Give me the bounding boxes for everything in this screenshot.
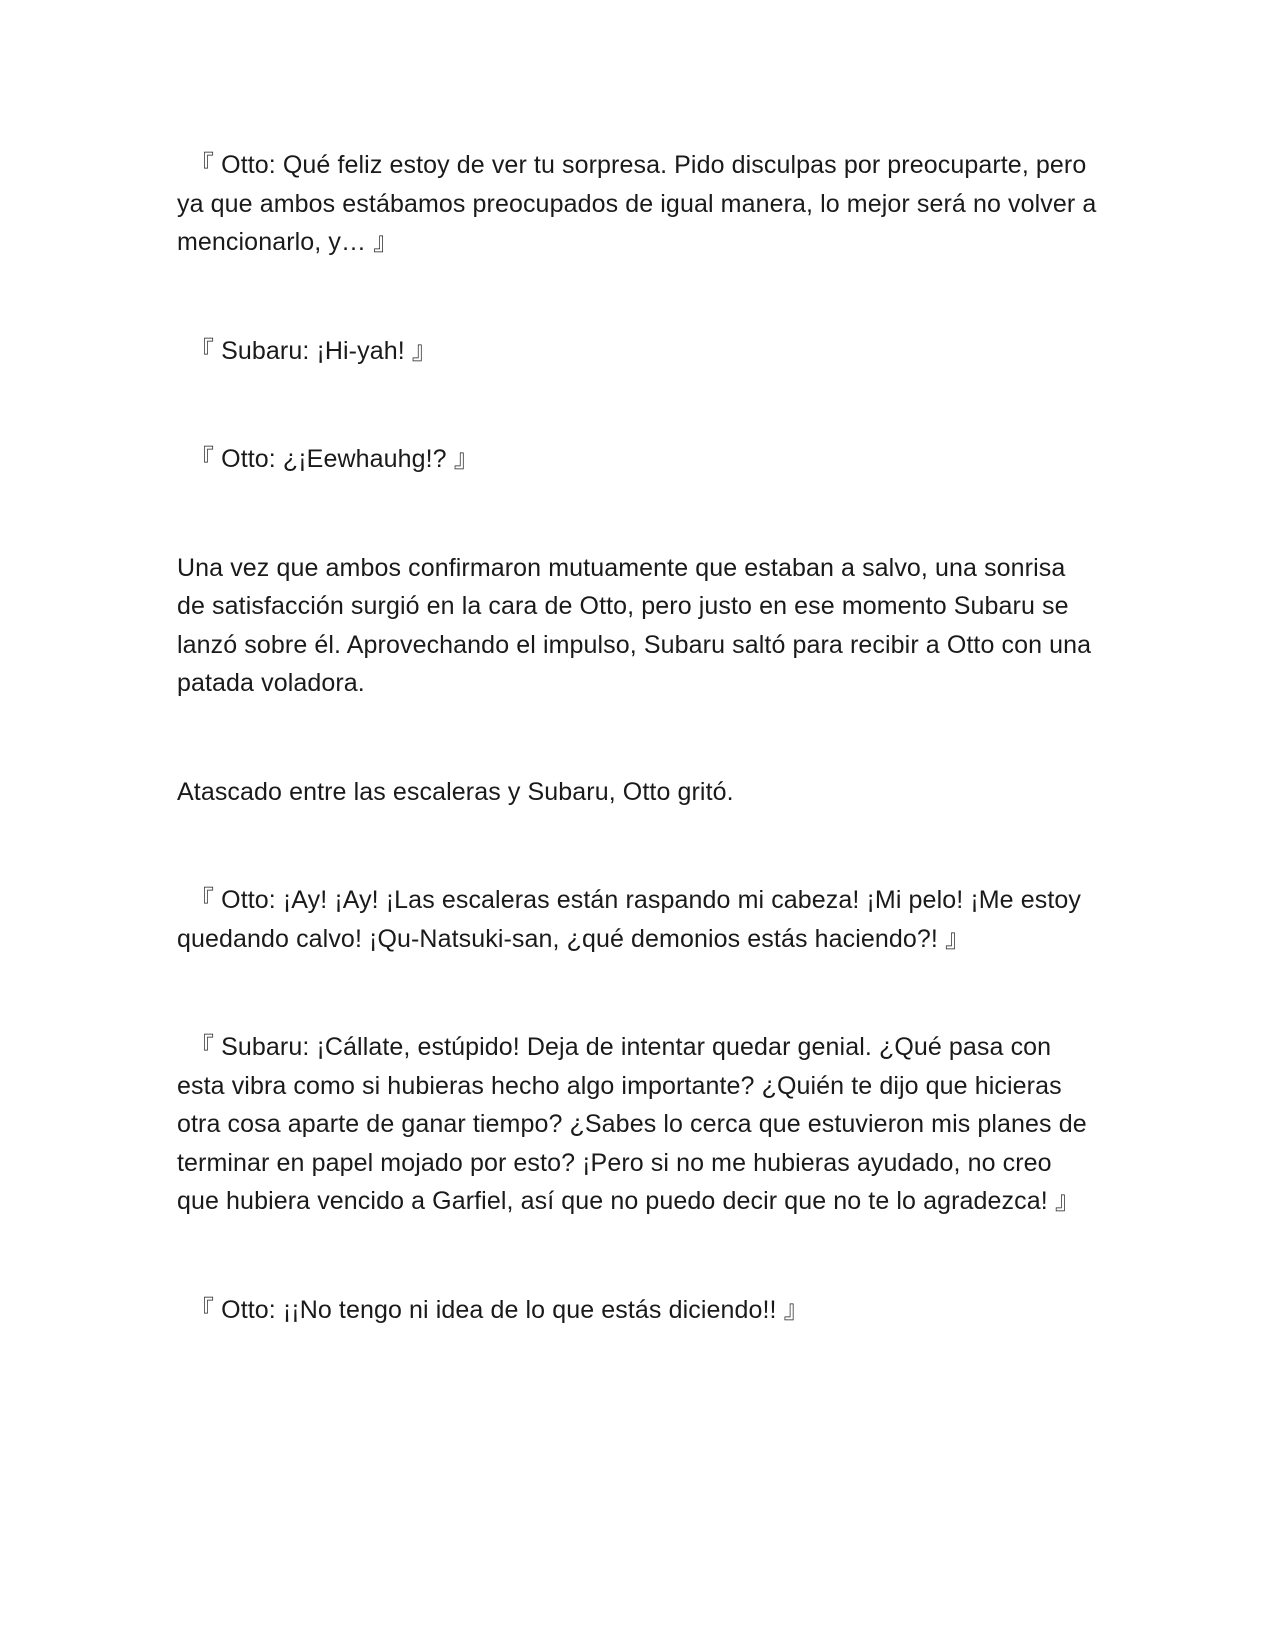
paragraph-subaru-rant: 『 Subaru: ¡Cállate, estúpido! Deja de intentar quedar genial. ¿Qué pasa con esta vibra como si hubieras hecho algo importante? ¿Quién te dijo que hicieras otra cosa aparte de ganar tiempo? ¿Sabes lo cerca que estuvieron mis planes de terminar en papel mojado por esto? ¡Pero si no me hubieras ayudado, no creo que hubiera vencido a Garfiel, así que no puedo decir que no te lo agradezca! 』 xyxy=(177,1033,1087,1215)
paragraph-narration-kick: Una vez que ambos confirmaron mutuamente que estaban a salvo, una sonrisa de satisfacción surgió en la cara de Otto, pero justo en ese momento Subaru se lanzó sobre él. Aprovechando el impulso, Subaru saltó para recibir a Otto con una patada voladora. xyxy=(177,553,1092,697)
paragraph-otto-confused: 『 Otto: ¡¡No tengo ni idea de lo que estás diciendo!! 』 xyxy=(189,1295,809,1324)
paragraph-subaru-hiyah: 『 Subaru: ¡Hi-yah! 』 xyxy=(189,336,437,365)
paragraph-narration-stuck: Atascado entre las escaleras y Subaru, Otto gritó. xyxy=(177,777,734,806)
paragraph-otto-apology: 『 Otto: Qué feliz estoy de ver tu sorpresa. Pido disculpas por preocuparte, pero ya que ambos estábamos preocupados de igual manera, lo mejor será no volver a mencionarlo, y… 』 xyxy=(177,151,1097,256)
paragraph-otto-stairs: 『 Otto: ¡Ay! ¡Ay! ¡Las escaleras están raspando mi cabeza! ¡Mi pelo! ¡Me estoy quedando calvo! ¡Qu-Natsuki-san, ¿qué demonios estás haciendo?! 』 xyxy=(177,886,1081,953)
paragraph-otto-scream: 『 Otto: ¿¡Eewhauhg!? 』 xyxy=(189,445,479,473)
text-column xyxy=(177,146,1097,1329)
